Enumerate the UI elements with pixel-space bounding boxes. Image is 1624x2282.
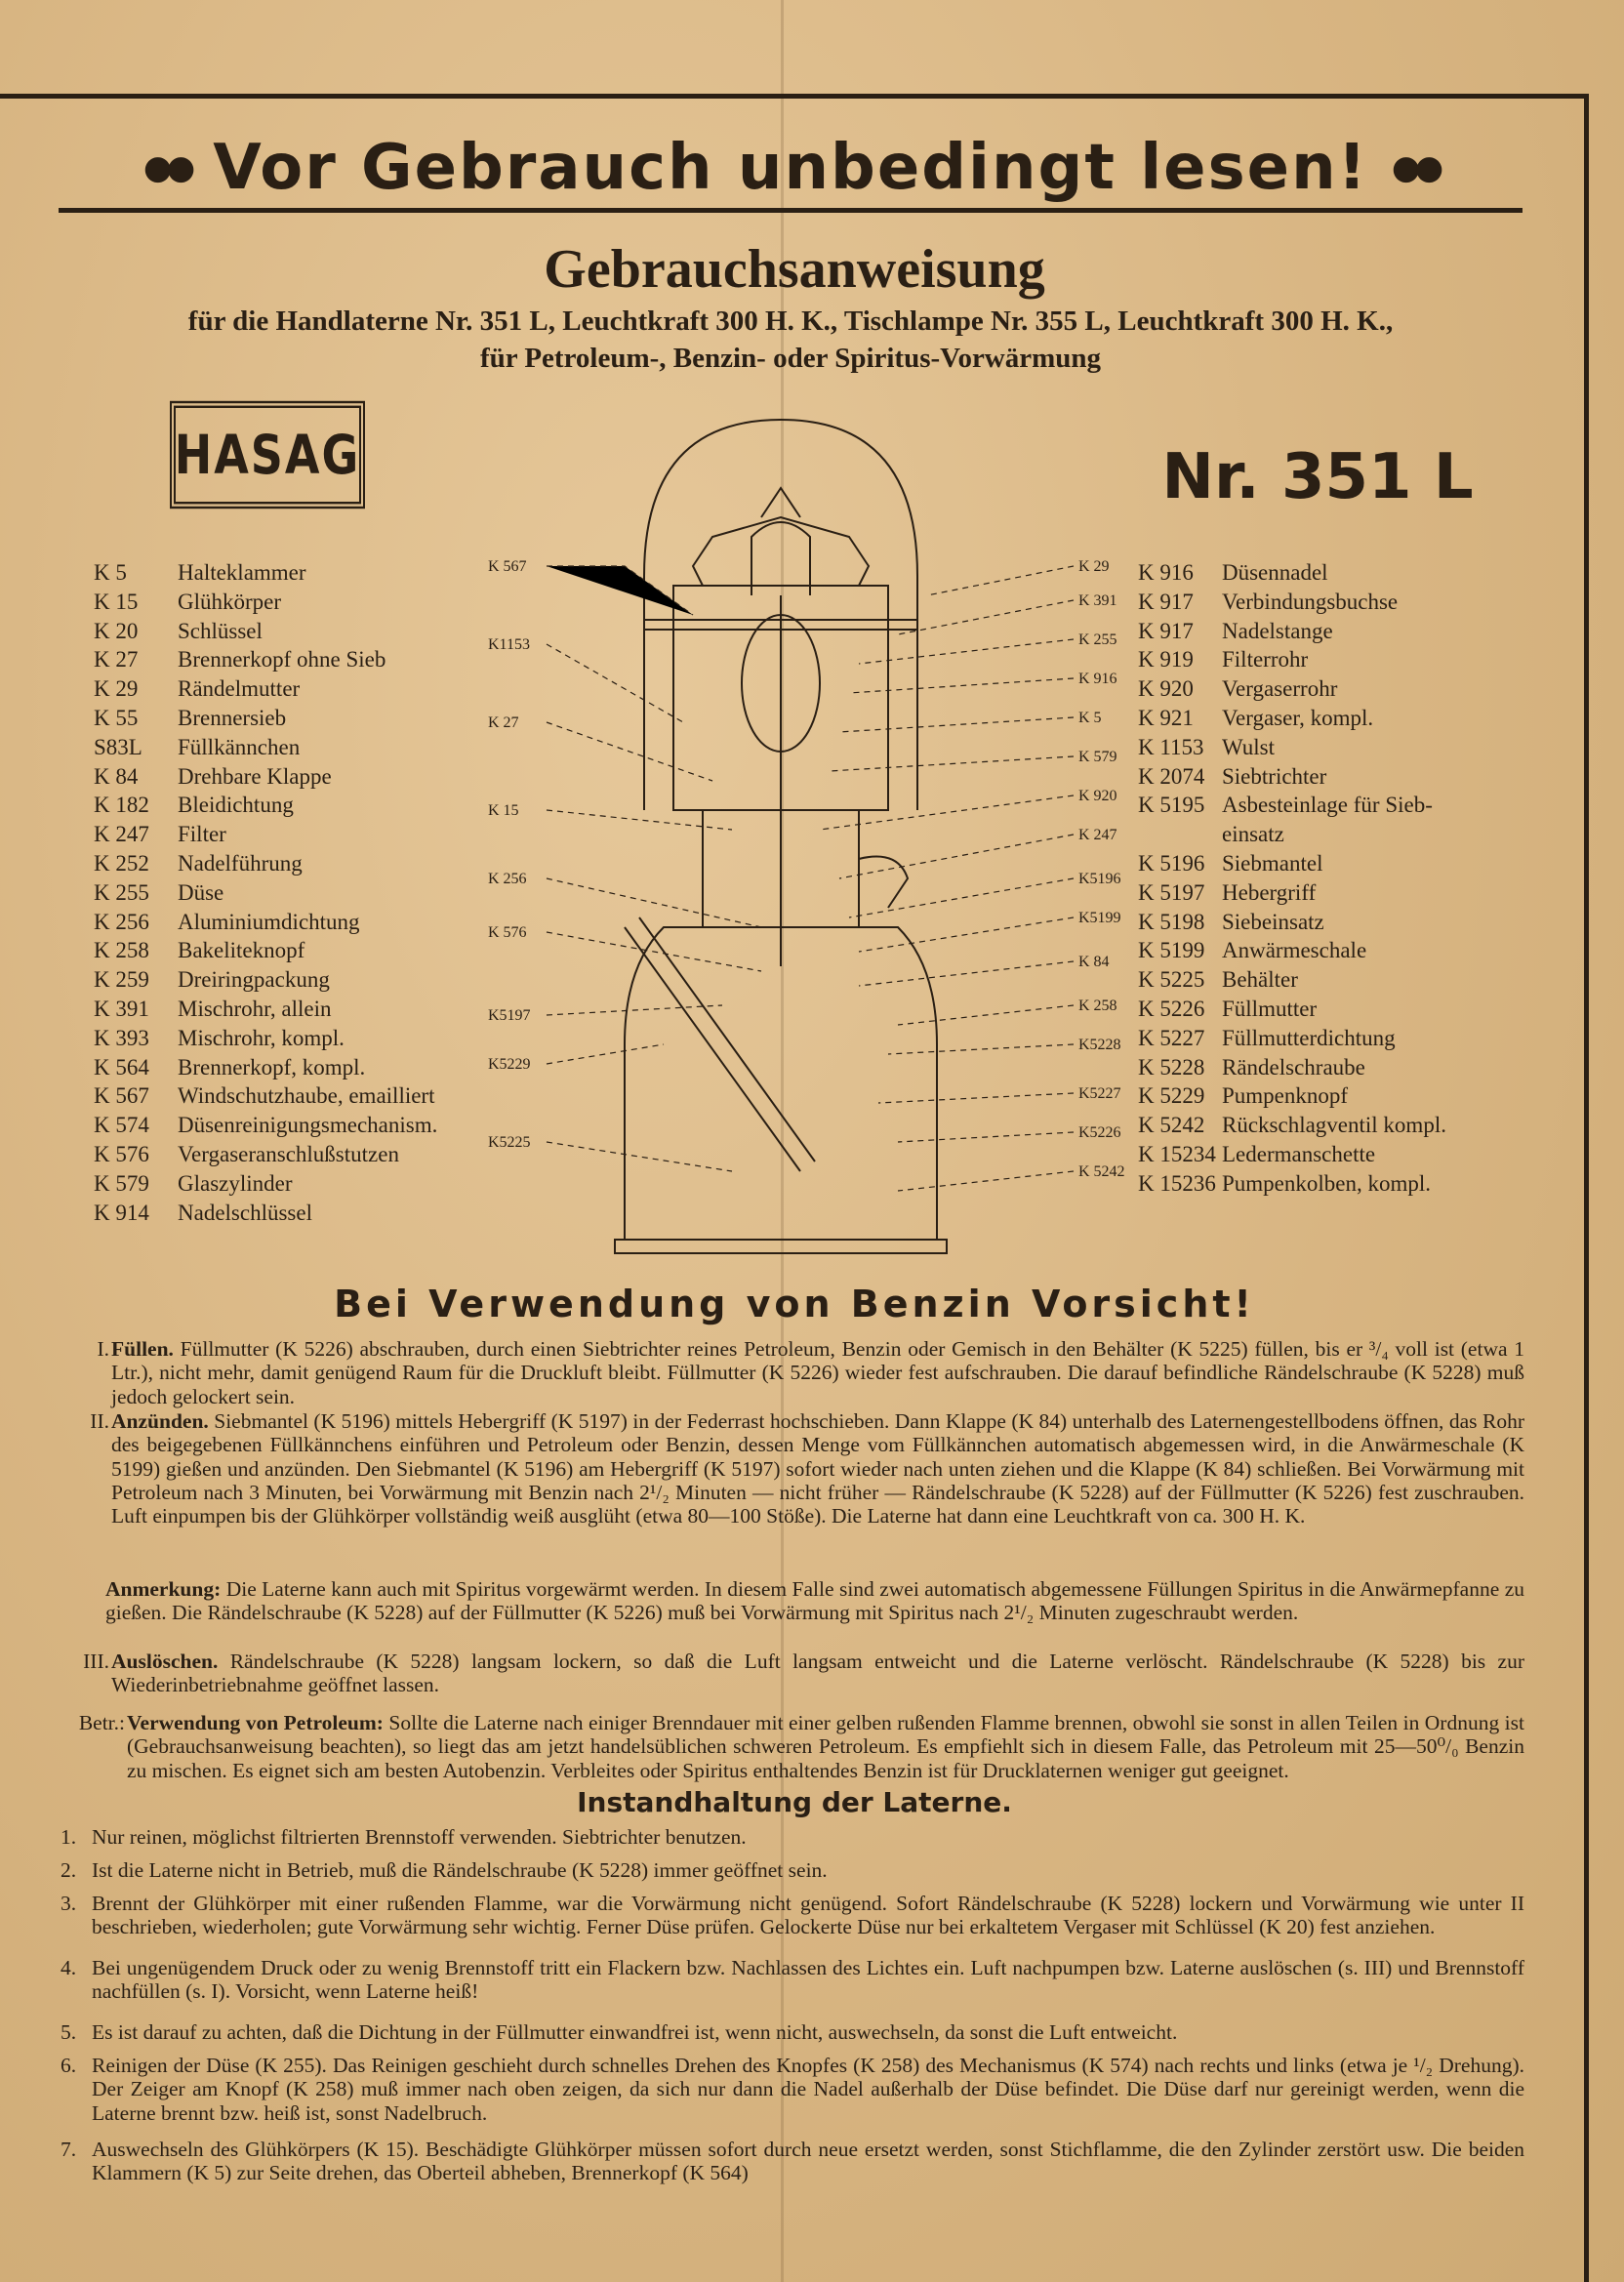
lantern-hood: [693, 517, 869, 586]
part-name: Vergaseranschlußstutzen: [178, 1141, 399, 1166]
section-text: Füllmutter (K 5226) abschrauben, durch einen Siebtrichter reines Petroleum, Benzin oder Gemisch in den Behälter (K 5225) füllen, bis er ³/₄ voll ist (etwa 1 Ltr.), nicht mehr, damit genügend Raum für die Druckluft bleibt. Füllmutter (K 5226) wieder fest aufschrauben. Die darauf befindliche Rändelschraube (K 5228) muß jedoch gelockert sein.: [111, 1337, 1524, 1408]
part-code: S83L: [94, 734, 142, 759]
burner-tube: [751, 522, 810, 595]
part-code: K 15236: [1138, 1170, 1216, 1196]
note-title: Anmerkung:: [105, 1577, 222, 1601]
part-name: Anwärmeschale: [1222, 938, 1367, 963]
maintenance-item-number: 2.: [61, 1858, 77, 1882]
diagram-label: K5196: [1078, 871, 1121, 887]
part-code: K 917: [1138, 589, 1194, 614]
diagram-label: K5199: [1078, 910, 1121, 926]
part-code: K 5198: [1138, 909, 1205, 934]
diagram-labels: [488, 558, 1125, 1180]
diagram-label: K 84: [1078, 954, 1110, 970]
part-item: [1138, 995, 1548, 1024]
diagram-label: K 27: [488, 714, 519, 731]
part-item: [94, 995, 504, 1024]
diagram-label: K 576: [488, 924, 527, 941]
part-code: K 252: [94, 850, 149, 876]
benzin-warning: Bei Verwendung von Benzin Vorsicht!: [334, 1283, 1255, 1325]
maintenance-item-number: 4.: [61, 1956, 77, 1979]
part-name: Mischrohr, kompl.: [178, 1025, 345, 1050]
part-code: K 15234: [1138, 1141, 1216, 1166]
part-name: Hebergriff: [1222, 879, 1317, 905]
section-lighting: [90, 1409, 1524, 1528]
part-item: [1138, 908, 1548, 937]
part-item: [94, 1140, 504, 1169]
part-name: Nadelstange: [1222, 618, 1333, 643]
part-item: [94, 588, 504, 617]
part-item: [94, 1053, 504, 1082]
maintenance-item-number: 1.: [61, 1825, 77, 1849]
part-item: [1138, 704, 1548, 733]
section-text: Sollte die Laterne nach einiger Brenndauer mit einer gelben rußenden Flamme brennen, obwohl sie sonst in allen Teilen in Ordnung ist (Gebrauchsanweisung beachten), so liegt das am jetzt handelsüblichen schweren Petroleum. Es empfiehlt sich in diesem Falle, das Petroleum mit 25—50⁰/₀ Benzin zu mischen. Es eignet sich am besten Autobenzin. Verbleites oder Spiritus enthaltendes Benzin ist für Drucklaternen weniger gut geeignet.: [127, 1711, 1524, 1782]
part-name: Glühkörper: [178, 589, 282, 614]
part-item: [94, 1024, 504, 1053]
part-item: [1138, 1140, 1548, 1169]
section-label: Betr.:: [78, 1711, 125, 1734]
part-code: K 5225: [1138, 967, 1205, 993]
part-name: Filter: [178, 822, 226, 847]
maintenance-item: [61, 1858, 1524, 1882]
part-name: Wulst: [1222, 734, 1276, 759]
parts-list-left: [94, 558, 504, 1225]
part-name: Pumpenkolben, kompl.: [1222, 1170, 1432, 1196]
diagram-label: K 258: [1078, 998, 1117, 1014]
part-name: Ledermanschette: [1222, 1141, 1376, 1166]
part-item: [94, 878, 504, 908]
part-code: K 258: [94, 938, 149, 963]
part-code: K 574: [94, 1113, 149, 1138]
part-code: K 182: [94, 793, 149, 818]
maintenance-item-text: Bei ungenügendem Druck oder zu wenig Brennstoff tritt ein Flackern bzw. Nachlassen des Lichtes ein. Luft nachpumpen bzw. Laterne auslöschen (s. III) und Brennstoff nachfüllen (s. I). Vorsicht, wenn Laterne heiß!: [92, 1956, 1524, 2004]
part-item: [94, 820, 504, 849]
part-code: K 2074: [1138, 763, 1205, 789]
diagram-label: K5226: [1078, 1124, 1121, 1141]
part-code: K 919: [1138, 647, 1194, 672]
part-code: K 259: [94, 967, 149, 993]
part-code: K 920: [1138, 676, 1194, 702]
parts-list-right: [1138, 558, 1548, 1199]
part-code: K 5228: [1138, 1054, 1205, 1080]
part-code: K 579: [94, 1170, 149, 1196]
base-plate: [615, 1240, 947, 1253]
diagram-label: K 5242: [1078, 1163, 1125, 1180]
part-item: [94, 558, 504, 588]
diagram-label: K 916: [1078, 671, 1117, 687]
part-code: K 5196: [1138, 850, 1205, 876]
part-code: K 20: [94, 618, 139, 643]
diagram-label: K5229: [488, 1056, 531, 1073]
maintenance-item-text: Ist die Laterne nicht in Betrieb, muß die Rändelschraube (K 5228) immer geöffnet sein.: [92, 1858, 828, 1882]
part-item: [1138, 791, 1548, 820]
diagram-label: K 391: [1078, 592, 1117, 609]
part-name: Siebtrichter: [1222, 763, 1327, 789]
part-code: K 567: [94, 1083, 149, 1109]
section-petroleum-note: [78, 1711, 1524, 1782]
part-item: [94, 936, 504, 965]
part-code: K 914: [94, 1200, 149, 1225]
diagram-label: K 256: [488, 871, 527, 887]
section-note: [105, 1577, 1524, 1625]
part-code: K 5195: [1138, 793, 1205, 818]
part-name: Vergaser, kompl.: [1222, 705, 1374, 730]
part-code: K 564: [94, 1054, 149, 1080]
part-code: K 84: [94, 763, 139, 789]
section-text: Rändelschraube (K 5228) langsam lockern, so daß die Luft langsam entweicht und die Laterne verlöscht. Rändelschraube (K 5228) bis zur Wiederinbetriebnahme geöffnet lassen.: [111, 1650, 1524, 1697]
part-name: Aluminiumdichtung: [178, 909, 360, 934]
part-code: K 29: [94, 676, 139, 702]
part-name: Drehbare Klappe: [178, 763, 332, 789]
maintenance-item: [61, 1825, 1524, 1849]
maintenance-item-number: 6.: [61, 2054, 77, 2077]
diagram-label: K 15: [488, 802, 519, 819]
part-item: [94, 762, 504, 792]
maintenance-item: [61, 2020, 1524, 2044]
part-code: K 5197: [1138, 879, 1205, 905]
part-name: Düsennadel: [1222, 560, 1328, 585]
maintenance-item-number: 5.: [61, 2020, 77, 2044]
part-code: K 247: [94, 822, 149, 847]
part-name: Nadelführung: [178, 850, 303, 876]
maintenance-item: [61, 1956, 1524, 2004]
fount: [625, 927, 937, 1240]
subtitle-line-2: für Petroleum-, Benzin- oder Spiritus-Vorwärmung: [479, 343, 1102, 374]
part-name: Düsenreinigungsmechanism.: [178, 1113, 438, 1138]
part-item: [94, 704, 504, 733]
part-name: Bleidichtung: [178, 793, 294, 818]
part-item: [94, 645, 504, 674]
part-code: K 55: [94, 705, 139, 730]
part-name: Glaszylinder: [178, 1170, 293, 1196]
lantern-diagram: [488, 420, 1132, 1279]
maintenance-item-text: Es ist darauf zu achten, daß die Dichtung in der Füllmutter einwandfrei ist, wenn nicht, auswechseln, da sonst die Luft entweicht.: [92, 2020, 1178, 2044]
diagram-label: K 5: [1078, 710, 1102, 726]
part-item: [1138, 733, 1548, 762]
part-item: [1138, 1081, 1548, 1111]
section-title: Füllen.: [111, 1337, 174, 1361]
section-title: Verwendung von Petroleum:: [127, 1711, 384, 1734]
part-item: [1138, 1053, 1548, 1082]
part-item: [1138, 1169, 1548, 1199]
part-name: Füllkännchen: [178, 734, 301, 759]
part-item: [94, 674, 504, 704]
document-subtitle: [59, 303, 1522, 377]
pump: [625, 917, 815, 1171]
part-code: [1138, 820, 1222, 849]
document-title: Gebrauchsanweisung: [544, 239, 1045, 300]
part-item: [1138, 588, 1548, 617]
part-item: [94, 791, 504, 820]
part-name: Düse: [178, 879, 224, 905]
part-item: [94, 1199, 504, 1228]
part-name: Brennersieb: [178, 705, 287, 730]
diagram-label: K5228: [1078, 1037, 1121, 1053]
part-item: [1138, 1024, 1548, 1053]
part-name: Bakeliteknopf: [178, 938, 305, 963]
maintenance-item: [61, 1892, 1524, 1939]
part-name: Asbesteinlage für Sieb-: [1222, 793, 1433, 818]
part-name: Behälter: [1222, 967, 1298, 993]
part-item: [94, 849, 504, 878]
section-label: I.: [97, 1337, 109, 1361]
part-name: Windschutzhaube, emailliert: [178, 1083, 435, 1109]
part-code: K 5199: [1138, 938, 1205, 963]
part-code: K 921: [1138, 705, 1194, 730]
maintenance-item: [61, 2054, 1524, 2125]
part-code: K 256: [94, 909, 149, 934]
part-name: Filterrohr: [1222, 647, 1309, 672]
part-code: K 15: [94, 589, 139, 614]
part-item: [1138, 558, 1548, 588]
part-item: [94, 908, 504, 937]
lantern-top: [761, 488, 800, 517]
part-name: Füllmutterdichtung: [1222, 1025, 1396, 1050]
section-text: Siebmantel (K 5196) mittels Hebergriff (K 5197) in der Federrast hochschieben. Dann Klappe (K 84) unterhalb des Laternengestellbodens öffnen, das Rohr des beigegebenen Füllkännchens einführen und Petroleum oder Benzin, dessen Menge vom Füllkännchen automatisch abgemessen wird, in die Anwärmeschale (K 5199) gießen und anzünden. Den Siebmantel (K 5196) am Hebergriff (K 5197) sofort wieder nach unten ziehen und die Klappe (K 84) schließen. Bei Vorwärmung mit Petroleum nach 3 Minuten, bei Vorwärmung mit Benzin nach 2¹/₂ Minuten — nicht früher — Rändelschraube (K 5228) auf der Füllmutter (K 5226) fest zuschrauben. Luft einpumpen bis der Glühkörper vollständig weiß ausglüht (etwa 80—100 Stöße). Die Laterne hat dann eine Leuchtkraft von ca. 300 H. K.: [111, 1409, 1524, 1528]
part-code: K 916: [1138, 560, 1194, 585]
part-code: K 5242: [1138, 1113, 1205, 1138]
part-item: [1138, 878, 1548, 908]
section-title: Auslöschen.: [111, 1650, 219, 1673]
part-item: [1138, 762, 1548, 792]
maintenance-item-text: Auswechseln des Glühkörpers (K 15). Beschädigte Glühkörper müssen sofort durch neue ersetzt werden, sonst Stichflamme, die den Zylinder zerstört usw. Die beiden Klammern (K 5) zur Seite drehen, das Oberteil abheben, Brennerkopf (K 564): [92, 2138, 1524, 2185]
part-name: Siebmantel: [1222, 850, 1323, 876]
part-name: Dreiringpackung: [178, 967, 330, 993]
part-name: Mischrohr, allein: [178, 996, 332, 1021]
maintenance-item-text: Brennt der Glühkörper mit einer rußenden Flamme, war die Vorwärmung nicht genügend. Sofort Rändelschraube (K 5228) lockern und Vorwärmung wie unter II beschrieben, wiederholen; gute Vorwärmung sehr wichtig. Ferner Düse prüfen. Gelockerte Düse nur bei erkaltetem Vergaser mit Schlüssel (K 20) fest anziehen.: [92, 1892, 1524, 1939]
part-item: [1138, 820, 1548, 849]
part-name: Siebeinsatz: [1222, 909, 1324, 934]
part-name: Rückschlagventil kompl.: [1222, 1113, 1446, 1138]
part-code: K 1153: [1138, 734, 1204, 759]
part-item: [1138, 965, 1548, 995]
part-code: K 917: [1138, 618, 1194, 643]
part-item: [1138, 645, 1548, 674]
part-code: K 5229: [1138, 1083, 1205, 1109]
model-number: Nr. 351 L: [1161, 441, 1474, 513]
section-label: II.: [90, 1409, 109, 1433]
part-code: K 393: [94, 1025, 149, 1050]
part-item: [1138, 936, 1548, 965]
note-text: Die Laterne kann auch mit Spiritus vorgewärmt werden. In diesem Falle sind zwei automatisch abgemessene Füllungen Spiritus in die Anwärmepfanne zu gießen. Die Rändelschraube (K 5228) auf der Füllmutter (K 5226) muß bei Vorwärmung mit Spiritus nach 2¹/₂ Minuten zugeschraubt werden.: [105, 1577, 1524, 1625]
hasag-logo: HASAG: [170, 401, 365, 509]
diagram-label: K 567: [488, 558, 527, 575]
diagram-label: K 29: [1078, 558, 1110, 575]
part-code: K 576: [94, 1141, 149, 1166]
part-item: [94, 617, 504, 646]
part-code: K 391: [94, 996, 149, 1021]
section-fuelling: [97, 1337, 1524, 1408]
diagram-label: K 247: [1078, 827, 1117, 843]
diagram-label: K5197: [488, 1007, 531, 1024]
section-extinguishing: [83, 1650, 1524, 1697]
diagram-label: K 579: [1078, 749, 1117, 765]
part-name: Brennerkopf ohne Sieb: [178, 647, 386, 672]
maintenance-item-number: 3.: [61, 1892, 77, 1915]
part-code: K 5227: [1138, 1025, 1205, 1050]
diagram-label: K 920: [1078, 788, 1117, 804]
part-name: Nadelschlüssel: [178, 1200, 312, 1225]
part-code: K 255: [94, 879, 149, 905]
lantern-drawing: [615, 420, 947, 1253]
dots-left-icon: ●●: [142, 147, 190, 187]
header-banner: [59, 127, 1522, 213]
part-name: Pumpenknopf: [1222, 1083, 1349, 1109]
part-name: einsatz: [1222, 822, 1284, 847]
part-item: [94, 1169, 504, 1199]
part-name: Rändelmutter: [178, 676, 301, 702]
subtitle-line-1: für die Handlaterne Nr. 351 L, Leuchtkraft 300 H. K., Tischlampe Nr. 355 L, Leuchtkraft 300 H. K.,: [187, 306, 1394, 337]
part-item: [94, 1111, 504, 1140]
diagram-label: K5225: [488, 1134, 531, 1151]
part-code: K 27: [94, 647, 139, 672]
part-item: [1138, 617, 1548, 646]
section-label: III.: [83, 1650, 109, 1673]
part-item: [94, 965, 504, 995]
part-name: Schlüssel: [178, 618, 263, 643]
part-code: K 5: [94, 560, 127, 585]
part-code: K 5226: [1138, 996, 1205, 1021]
diagram-label: K5227: [1078, 1085, 1121, 1102]
part-item: [1138, 1111, 1548, 1140]
part-name: Halteklammer: [178, 560, 306, 585]
diagram-label: K 255: [1078, 632, 1117, 648]
section-title: Anzünden.: [111, 1409, 209, 1433]
part-item: [94, 1081, 504, 1111]
part-item: [1138, 849, 1548, 878]
part-name: Füllmutter: [1222, 996, 1318, 1021]
part-name: Brennerkopf, kompl.: [178, 1054, 366, 1080]
maintenance-item-text: Nur reinen, möglichst filtrierten Brennstoff verwenden. Siebtrichter benutzen.: [92, 1825, 747, 1849]
maintenance-item: [61, 2138, 1524, 2185]
diagram-label: K1153: [488, 636, 530, 653]
maintenance-item-number: 7.: [61, 2138, 77, 2161]
header-title: Vor Gebrauch unbedingt lesen!: [213, 131, 1368, 204]
part-item: [1138, 674, 1548, 704]
dots-right-icon: ●●: [1391, 147, 1439, 187]
part-item: [94, 733, 504, 762]
part-name: Verbindungsbuchse: [1222, 589, 1399, 614]
maintenance-title: Instandhaltung der Laterne.: [577, 1786, 1012, 1818]
part-name: Rändelschraube: [1222, 1054, 1365, 1080]
part-name: Vergaserrohr: [1222, 676, 1338, 702]
maintenance-item-text: Reinigen der Düse (K 255). Das Reinigen geschieht durch schnelles Drehen des Knopfes (K 258) des Mechanismus (K 574) nach rechts und links (etwa je ¹/₂ Drehung). Der Zeiger am Knopf (K 258) muß immer nach oben zeigen, da sich nur dann die Nadel außerhalb der Düse befindet. Die Düse darf nur gereinigt werden, wenn die Laterne brennt bzw. heiß ist, sonst Nadelbruch.: [92, 2054, 1524, 2125]
valve: [859, 857, 908, 909]
